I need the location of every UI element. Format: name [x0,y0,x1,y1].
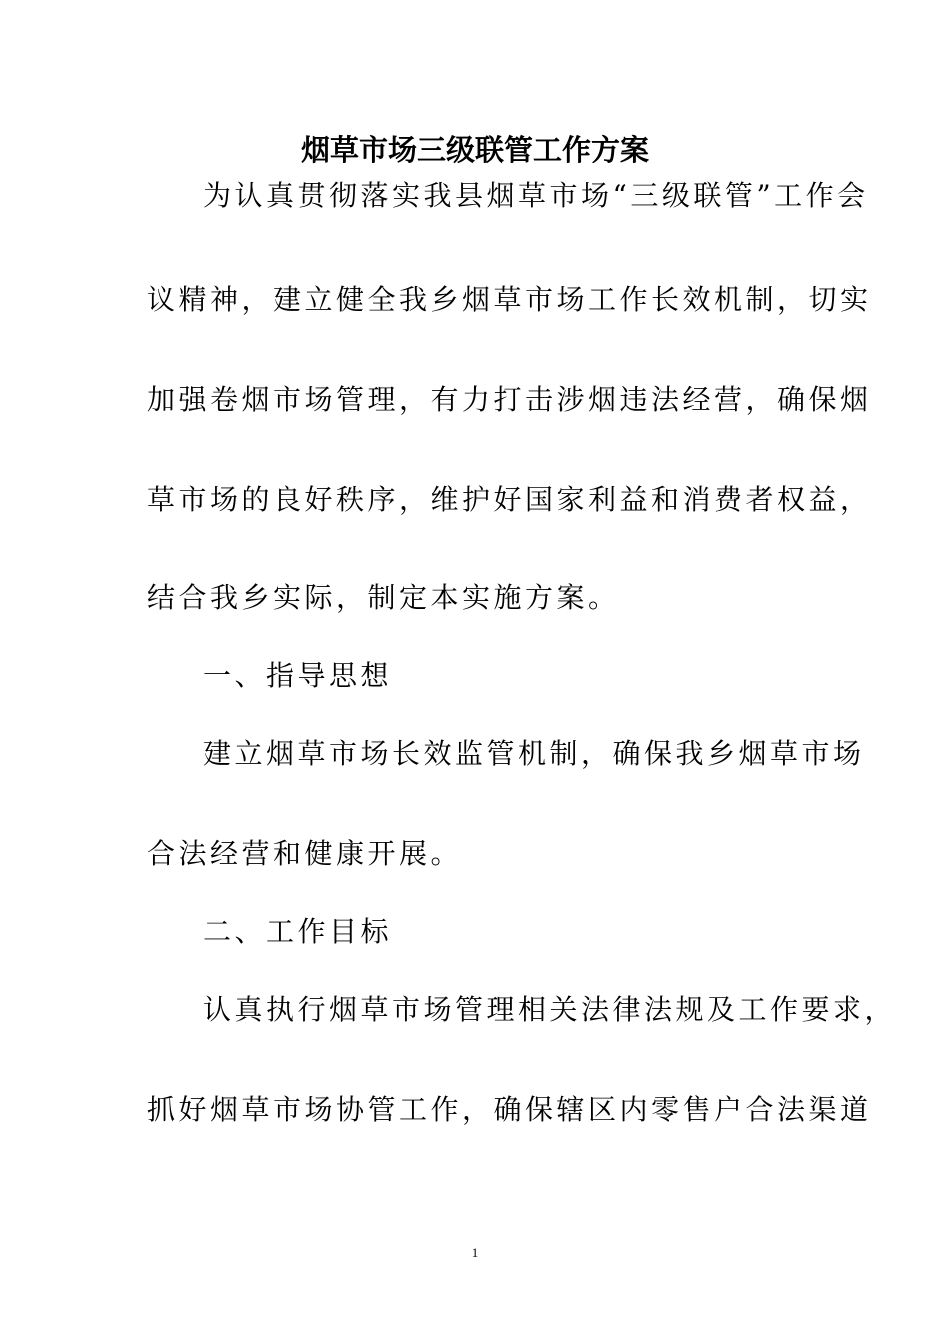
paragraph-line: 议精神，建立健全我乡烟草市场工作长效机制，切实 [147,283,872,316]
paragraph-line: 草市场的良好秩序，维护好国家利益和消费者权益， [147,483,872,516]
paragraph-line: 建立烟草市场长效监管机制，确保我乡烟草市场 [203,737,865,770]
section-heading: 二、工作目标 [203,915,393,948]
paragraph-line: 结合我乡实际，制定本实施方案。 [147,581,620,614]
paragraph-line: 合法经营和健康开展。 [147,837,463,870]
section-heading: 一、指导思想 [203,659,393,692]
paragraph-line: 加强卷烟市场管理，有力打击涉烟违法经营，确保烟 [147,383,872,416]
paragraph-line: 抓好烟草市场协管工作，确保辖区内零售户合法渠道 [147,1093,872,1126]
paragraph-line: 认真执行烟草市场管理相关法律法规及工作要求， [203,993,897,1026]
page-number: 1 [471,1245,479,1260]
document-title: 烟草市场三级联管工作方案 [300,133,649,167]
paragraph-line: 为认真贯彻落实我县烟草市场“三级联管”工作会 [203,179,869,212]
